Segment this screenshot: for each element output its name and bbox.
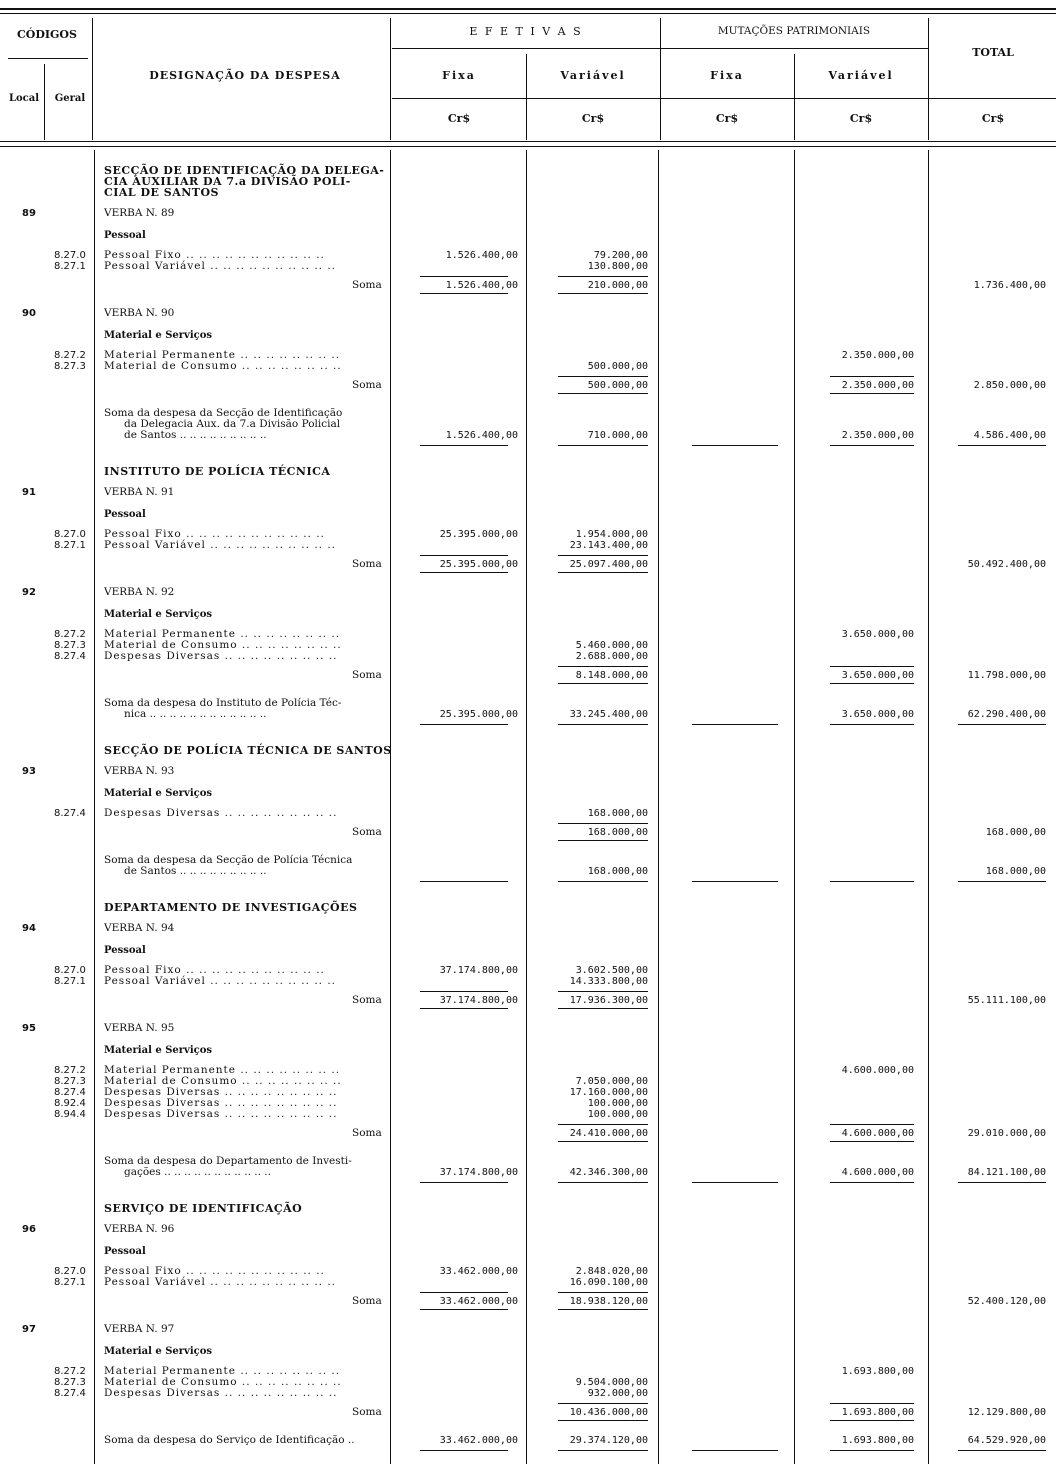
- verba-local-code: 97: [22, 1324, 36, 1335]
- subsection-label: Material e Serviços: [104, 330, 213, 341]
- subsection-label: Material e Serviços: [104, 1045, 213, 1056]
- soma-total: 168.000,00: [985, 827, 1046, 838]
- verba-local-code: 95: [22, 1023, 36, 1034]
- sum-rule: [830, 881, 914, 882]
- item-geral-code: 8.27.4: [54, 651, 86, 662]
- header-ef-fixa: Fixa: [442, 69, 476, 82]
- sum-rule: [420, 276, 508, 277]
- sum-rule: [420, 1450, 508, 1451]
- currency-1: Cr$: [447, 112, 471, 125]
- item-geral-code: 8.27.0: [54, 529, 86, 540]
- sum-rule: [558, 445, 648, 446]
- soma-label: Soma: [352, 1406, 382, 1418]
- sum-rule: [420, 991, 508, 992]
- sum-rule: [420, 555, 508, 556]
- efetiva-fixa-value: 33.462.000,00: [439, 1266, 518, 1277]
- item-description: Despesas Diversas .. .. .. .. .. .. .. .. ..: [104, 1108, 338, 1120]
- efetiva-fixa-value: 25.395.000,00: [439, 529, 518, 540]
- soma-efetiva-variavel: 500.000,00: [587, 380, 648, 391]
- sum-rule: [692, 724, 778, 725]
- sum-rule: [420, 1292, 508, 1293]
- soma-despesa-efetiva-fixa: 37.174.800,00: [439, 1167, 518, 1178]
- header-codigos: CÓDIGOS: [17, 28, 77, 41]
- sum-rule: [830, 1420, 914, 1421]
- soma-label: Soma: [352, 279, 382, 291]
- soma-despesa-total: 168.000,00: [985, 866, 1046, 877]
- header-local: Local: [8, 93, 40, 104]
- verba-local-code: 91: [22, 487, 36, 498]
- soma-despesa-efetiva-fixa: 1.526.400,00: [445, 430, 518, 441]
- soma-despesa-label: da Delegacia Aux. da 7.a Divisão Policial: [124, 418, 341, 430]
- soma-mutacao-variavel: 3.650.000,00: [841, 670, 914, 681]
- section-title: SERVIÇO DE IDENTIFICAÇÃO: [104, 1202, 303, 1215]
- sum-rule: [558, 1309, 648, 1310]
- mutacao-variavel-value: 2.350.000,00: [841, 350, 914, 361]
- item-description: Pessoal Variável .. .. .. .. .. .. .. .. .. ..: [104, 260, 337, 272]
- efetiva-variavel-value: 130.800,00: [587, 261, 648, 272]
- section-title: DEPARTAMENTO DE INVESTIGAÇÕES: [104, 901, 358, 914]
- item-description: Material de Consumo .. .. .. .. .. .. .. ..: [104, 1376, 342, 1388]
- efetiva-variavel-value: 79.200,00: [593, 250, 648, 261]
- currency-2: Cr$: [581, 112, 605, 125]
- item-geral-code: 8.27.3: [54, 640, 86, 651]
- soma-mutacao-variavel: 2.350.000,00: [841, 380, 914, 391]
- soma-efetiva-fixa: 25.395.000,00: [439, 559, 518, 570]
- soma-efetiva-variavel: 17.936.300,00: [569, 995, 648, 1006]
- header-mut-fixa: Fixa: [710, 69, 744, 82]
- soma-total: 2.850.000,00: [973, 380, 1046, 391]
- soma-efetiva-variavel: 25.097.400,00: [569, 559, 648, 570]
- soma-despesa-efetiva-variavel: 33.245.400,00: [569, 709, 648, 720]
- soma-despesa-efetiva-variavel: 42.346.300,00: [569, 1167, 648, 1178]
- sum-rule: [420, 572, 508, 573]
- efetiva-variavel-value: 17.160.000,00: [569, 1087, 648, 1098]
- mutacao-variavel-value: 3.650.000,00: [841, 629, 914, 640]
- soma-total: 29.010.000,00: [967, 1128, 1046, 1139]
- soma-efetiva-fixa: 1.526.400,00: [445, 280, 518, 291]
- soma-efetiva-variavel: 18.938.120,00: [569, 1296, 648, 1307]
- item-description: Material Permanente .. .. .. .. .. .. .. ..: [104, 628, 341, 640]
- soma-despesa-efetiva-variavel: 29.374.120,00: [569, 1435, 648, 1446]
- section-title: SECÇÃO DE POLÍCIA TÉCNICA DE SANTOS: [104, 744, 392, 757]
- soma-despesa-mutacao-variavel: 3.650.000,00: [841, 709, 914, 720]
- item-description: Material Permanente .. .. .. .. .. .. .. ..: [104, 1365, 341, 1377]
- sum-rule: [558, 840, 648, 841]
- soma-despesa-label: Soma da despesa da Secção de Identificação: [104, 407, 343, 419]
- subsection-label: Pessoal: [104, 509, 146, 520]
- item-description: Despesas Diversas .. .. .. .. .. .. .. .. ..: [104, 807, 338, 819]
- efetiva-variavel-value: 100.000,00: [587, 1098, 648, 1109]
- soma-despesa-total: 84.121.100,00: [967, 1167, 1046, 1178]
- soma-mutacao-variavel: 1.693.800,00: [841, 1407, 914, 1418]
- item-geral-code: 8.27.1: [54, 976, 86, 987]
- item-description: Pessoal Fixo .. .. .. .. .. .. .. .. .. .. ..: [104, 1265, 325, 1277]
- sum-rule: [558, 991, 648, 992]
- sum-rule: [830, 683, 914, 684]
- item-geral-code: 8.27.2: [54, 1065, 86, 1076]
- sum-rule: [830, 666, 914, 667]
- subsection-label: Pessoal: [104, 230, 146, 241]
- efetiva-variavel-value: 932.000,00: [587, 1388, 648, 1399]
- item-description: Material de Consumo .. .. .. .. .. .. .. ..: [104, 1075, 342, 1087]
- item-geral-code: 8.27.4: [54, 1087, 86, 1098]
- item-description: Despesas Diversas .. .. .. .. .. .. .. .. ..: [104, 650, 338, 662]
- item-geral-code: 8.27.0: [54, 250, 86, 261]
- item-geral-code: 8.27.2: [54, 629, 86, 640]
- subsection-label: Material e Serviços: [104, 788, 213, 799]
- soma-total: 50.492.400,00: [967, 559, 1046, 570]
- sum-rule: [958, 1182, 1046, 1183]
- efetiva-variavel-value: 168.000,00: [587, 808, 648, 819]
- subsection-label: Pessoal: [104, 1246, 146, 1257]
- header-designacao: DESIGNAÇÃO DA DESPESA: [149, 69, 341, 82]
- efetiva-fixa-value: 1.526.400,00: [445, 250, 518, 261]
- soma-efetiva-variavel: 168.000,00: [587, 827, 648, 838]
- soma-total: 55.111.100,00: [967, 995, 1046, 1006]
- verba-label: VERBA N. 91: [104, 486, 175, 498]
- sum-rule: [558, 1420, 648, 1421]
- soma-despesa-mutacao-variavel: 2.350.000,00: [841, 430, 914, 441]
- soma-label: Soma: [352, 669, 382, 681]
- soma-despesa-label: Soma da despesa do Instituto de Polícia Téc-: [104, 697, 342, 709]
- sum-rule: [420, 881, 508, 882]
- soma-label: Soma: [352, 1127, 382, 1139]
- subsection-label: Material e Serviços: [104, 609, 213, 620]
- item-description: Material Permanente .. .. .. .. .. .. .. ..: [104, 349, 341, 361]
- item-geral-code: 8.27.3: [54, 361, 86, 372]
- section-title: CIAL DE SANTOS: [104, 186, 219, 199]
- sum-rule: [558, 393, 648, 394]
- efetiva-variavel-value: 7.050.000,00: [575, 1076, 648, 1087]
- sum-rule: [958, 724, 1046, 725]
- sum-rule: [830, 724, 914, 725]
- currency-3: Cr$: [715, 112, 739, 125]
- verba-label: VERBA N. 90: [104, 307, 175, 319]
- item-geral-code: 8.27.1: [54, 1277, 86, 1288]
- item-geral-code: 8.27.1: [54, 261, 86, 272]
- efetiva-variavel-value: 1.954.000,00: [575, 529, 648, 540]
- soma-despesa-efetiva-variavel: 168.000,00: [587, 866, 648, 877]
- header-geral: Geral: [54, 93, 86, 104]
- efetiva-variavel-value: 23.143.400,00: [569, 540, 648, 551]
- soma-mutacao-variavel: 4.600.000,00: [841, 1128, 914, 1139]
- soma-efetiva-variavel: 210.000,00: [587, 280, 648, 291]
- mutacao-variavel-value: 1.693.800,00: [841, 1366, 914, 1377]
- sum-rule: [558, 683, 648, 684]
- soma-total: 1.736.400,00: [973, 280, 1046, 291]
- sum-rule: [558, 1008, 648, 1009]
- sum-rule: [558, 293, 648, 294]
- soma-efetiva-variavel: 10.436.000,00: [569, 1407, 648, 1418]
- currency-5: Cr$: [981, 112, 1005, 125]
- subsection-label: Pessoal: [104, 945, 146, 956]
- section-title: SECÇÃO DE IDENTIFICAÇÃO DA DELEGA-: [104, 164, 385, 177]
- header-mutacoes: MUTAÇÕES PATRIMONIAIS: [717, 25, 871, 37]
- verba-label: VERBA N. 95: [104, 1022, 175, 1034]
- item-description: Pessoal Fixo .. .. .. .. .. .. .. .. .. .. ..: [104, 964, 325, 976]
- sum-rule: [830, 1141, 914, 1142]
- sum-rule: [830, 445, 914, 446]
- item-description: Pessoal Variável .. .. .. .. .. .. .. .. .. ..: [104, 975, 337, 987]
- item-geral-code: 8.27.0: [54, 1266, 86, 1277]
- efetiva-variavel-value: 14.333.800,00: [569, 976, 648, 987]
- sum-rule: [830, 1182, 914, 1183]
- soma-total: 52.400.120,00: [967, 1296, 1046, 1307]
- sum-rule: [958, 1450, 1046, 1451]
- item-geral-code: 8.27.3: [54, 1076, 86, 1087]
- item-description: Material de Consumo .. .. .. .. .. .. .. ..: [104, 639, 342, 651]
- sum-rule: [692, 445, 778, 446]
- soma-despesa-label: de Santos .. .. .. .. .. .. .. .. ..: [124, 429, 267, 441]
- item-geral-code: 8.94.4: [54, 1109, 86, 1120]
- sum-rule: [558, 1124, 648, 1125]
- sum-rule: [558, 881, 648, 882]
- header-mut-variavel: Variável: [828, 69, 894, 82]
- sum-rule: [830, 1124, 914, 1125]
- sum-rule: [692, 1450, 778, 1451]
- sum-rule: [558, 572, 648, 573]
- soma-despesa-total: 62.290.400,00: [967, 709, 1046, 720]
- efetiva-variavel-value: 2.688.000,00: [575, 651, 648, 662]
- item-description: Material de Consumo .. .. .. .. .. .. .. ..: [104, 360, 342, 372]
- section-title: INSTITUTO DE POLÍCIA TÉCNICA: [104, 465, 331, 478]
- sum-rule: [420, 445, 508, 446]
- currency-4: Cr$: [849, 112, 873, 125]
- soma-total: 12.129.800,00: [967, 1407, 1046, 1418]
- soma-despesa-mutacao-variavel: 4.600.000,00: [841, 1167, 914, 1178]
- efetiva-variavel-value: 16.090.100,00: [569, 1277, 648, 1288]
- sum-rule: [830, 376, 914, 377]
- soma-despesa-total: 4.586.400,00: [973, 430, 1046, 441]
- subsection-label: Material e Serviços: [104, 1346, 213, 1357]
- verba-label: VERBA N. 92: [104, 586, 175, 598]
- mutacao-variavel-value: 4.600.000,00: [841, 1065, 914, 1076]
- item-description: Pessoal Fixo .. .. .. .. .. .. .. .. .. .. ..: [104, 249, 325, 261]
- soma-efetiva-variavel: 24.410.000,00: [569, 1128, 648, 1139]
- item-geral-code: 8.27.3: [54, 1377, 86, 1388]
- soma-despesa-efetiva-fixa: 33.462.000,00: [439, 1435, 518, 1446]
- soma-label: Soma: [352, 1295, 382, 1307]
- soma-efetiva-fixa: 33.462.000,00: [439, 1296, 518, 1307]
- soma-despesa-total: 64.529.920,00: [967, 1435, 1046, 1446]
- sum-rule: [558, 1141, 648, 1142]
- sum-rule: [558, 1182, 648, 1183]
- verba-local-code: 96: [22, 1224, 36, 1235]
- soma-despesa-mutacao-variavel: 1.693.800,00: [841, 1435, 914, 1446]
- sum-rule: [420, 293, 508, 294]
- sum-rule: [420, 1182, 508, 1183]
- sum-rule: [830, 1450, 914, 1451]
- soma-despesa-label: Soma da despesa do Departamento de Investi-: [104, 1155, 352, 1167]
- soma-despesa-efetiva-variavel: 710.000,00: [587, 430, 648, 441]
- verba-label: VERBA N. 96: [104, 1223, 175, 1235]
- item-description: Pessoal Variável .. .. .. .. .. .. .. .. .. ..: [104, 539, 337, 551]
- sum-rule: [558, 724, 648, 725]
- section-title: CIA AUXILIAR DA 7.a DIVISÃO POLI-: [104, 175, 351, 188]
- verba-local-code: 92: [22, 587, 36, 598]
- soma-label: Soma: [352, 558, 382, 570]
- sum-rule: [958, 445, 1046, 446]
- item-description: Pessoal Variável .. .. .. .. .. .. .. .. .. ..: [104, 1276, 337, 1288]
- efetiva-variavel-value: 100.000,00: [587, 1109, 648, 1120]
- soma-despesa-label: de Santos .. .. .. .. .. .. .. .. ..: [124, 865, 267, 877]
- efetiva-variavel-value: 5.460.000,00: [575, 640, 648, 651]
- sum-rule: [558, 1403, 648, 1404]
- soma-despesa-label: Soma da despesa da Secção de Polícia Técnica: [104, 854, 353, 866]
- sum-rule: [558, 823, 648, 824]
- header-total: TOTAL: [972, 46, 1014, 59]
- sum-rule: [692, 1182, 778, 1183]
- sum-rule: [558, 1450, 648, 1451]
- verba-local-code: 94: [22, 923, 36, 934]
- sum-rule: [830, 393, 914, 394]
- item-description: Despesas Diversas .. .. .. .. .. .. .. .. ..: [104, 1387, 338, 1399]
- header-efetivas: E F E T I V A S: [469, 25, 583, 38]
- verba-label: VERBA N. 94: [104, 922, 175, 934]
- sum-rule: [420, 724, 508, 725]
- soma-efetiva-variavel: 8.148.000,00: [575, 670, 648, 681]
- sum-rule: [692, 881, 778, 882]
- item-description: Despesas Diversas .. .. .. .. .. .. .. .. ..: [104, 1086, 338, 1098]
- item-description: Pessoal Fixo .. .. .. .. .. .. .. .. .. .. ..: [104, 528, 325, 540]
- soma-despesa-label: Soma da despesa do Serviço de Identificação ..: [104, 1434, 355, 1446]
- header-ef-variavel: Variável: [560, 69, 626, 82]
- sum-rule: [958, 881, 1046, 882]
- soma-despesa-label: nica .. .. .. .. .. .. .. .. .. .. .. ..: [124, 708, 267, 720]
- efetiva-variavel-value: 9.504.000,00: [575, 1377, 648, 1388]
- item-description: Material Permanente .. .. .. .. .. .. .. ..: [104, 1064, 341, 1076]
- item-description: Despesas Diversas .. .. .. .. .. .. .. .. ..: [104, 1097, 338, 1109]
- item-geral-code: 8.27.0: [54, 965, 86, 976]
- verba-label: VERBA N. 97: [104, 1323, 175, 1335]
- item-geral-code: 8.92.4: [54, 1098, 86, 1109]
- verba-local-code: 89: [22, 208, 36, 219]
- item-geral-code: 8.27.4: [54, 808, 86, 819]
- item-geral-code: 8.27.1: [54, 540, 86, 551]
- verba-local-code: 90: [22, 308, 36, 319]
- soma-efetiva-fixa: 37.174.800,00: [439, 995, 518, 1006]
- sum-rule: [558, 555, 648, 556]
- efetiva-variavel-value: 3.602.500,00: [575, 965, 648, 976]
- soma-despesa-label: gações .. .. .. .. .. .. .. .. .. .. ..: [124, 1166, 271, 1178]
- efetiva-variavel-value: 500.000,00: [587, 361, 648, 372]
- sum-rule: [420, 1008, 508, 1009]
- soma-label: Soma: [352, 379, 382, 391]
- item-geral-code: 8.27.4: [54, 1388, 86, 1399]
- soma-despesa-efetiva-fixa: 25.395.000,00: [439, 709, 518, 720]
- sum-rule: [558, 666, 648, 667]
- verba-label: VERBA N. 89: [104, 207, 175, 219]
- efetiva-fixa-value: 37.174.800,00: [439, 965, 518, 976]
- soma-label: Soma: [352, 826, 382, 838]
- sum-rule: [558, 1292, 648, 1293]
- item-geral-code: 8.27.2: [54, 1366, 86, 1377]
- verba-label: VERBA N. 93: [104, 765, 175, 777]
- verba-local-code: 93: [22, 766, 36, 777]
- sum-rule: [558, 376, 648, 377]
- sum-rule: [830, 1403, 914, 1404]
- sum-rule: [558, 276, 648, 277]
- efetiva-variavel-value: 2.848.020,00: [575, 1266, 648, 1277]
- soma-label: Soma: [352, 994, 382, 1006]
- item-geral-code: 8.27.2: [54, 350, 86, 361]
- sum-rule: [420, 1309, 508, 1310]
- soma-total: 11.798.000,00: [967, 670, 1046, 681]
